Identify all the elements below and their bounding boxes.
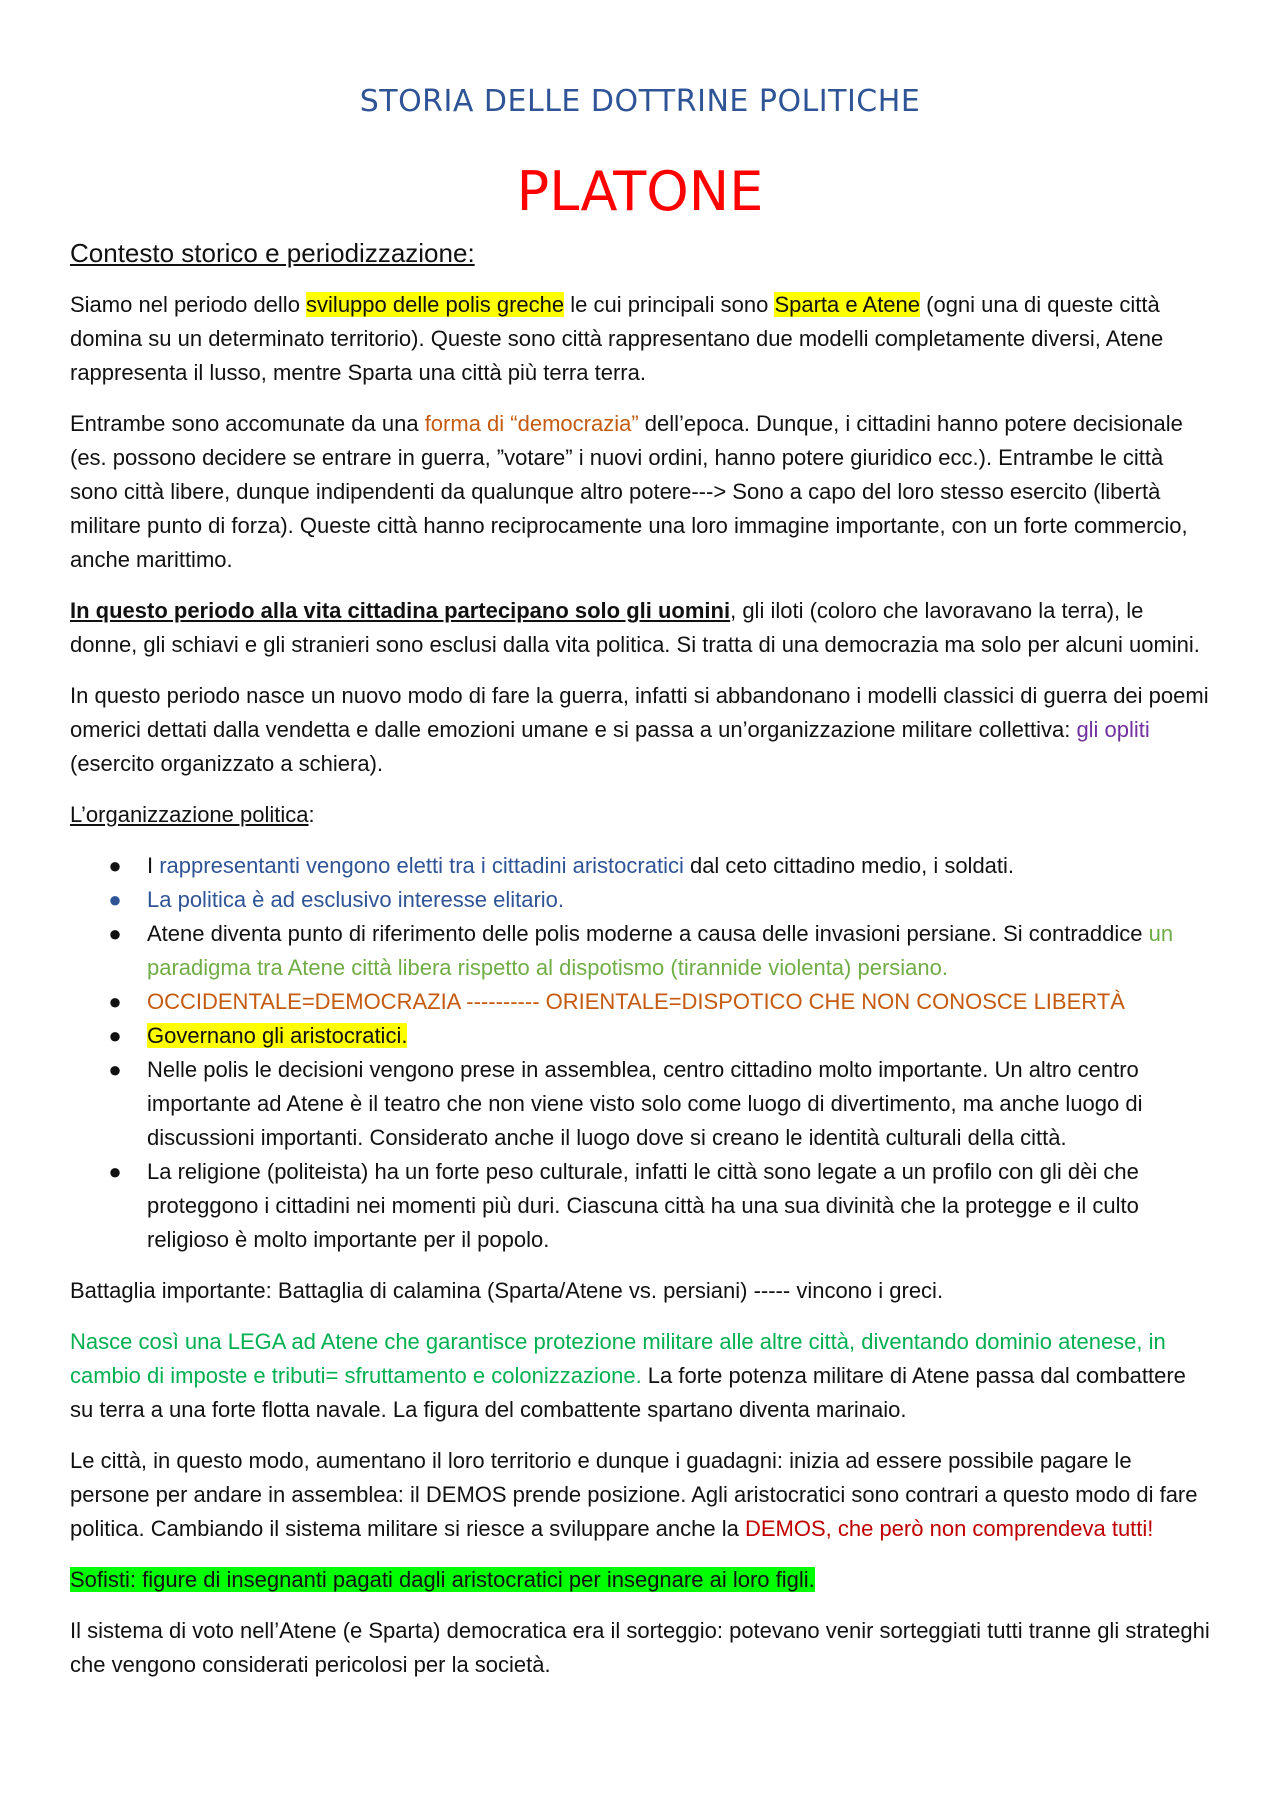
text-run: In questo periodo nasce un nuovo modo di fare la guerra, infatti si abbandonano i modelli classici di guerra dei poemi omerici dettati dalla vendetta e dalle emozioni umane e si passa a un’organizzazione militare collettiva: [70, 683, 1209, 742]
text-run: , gli iloti (coloro che lavoravano la terra), le donne, gli schiavi e gli stranieri sono esclusi dalla vita politica. Si tratta di una democrazia ma solo per alcuni uomini. [70, 598, 1200, 657]
paragraph-battaglia: Battaglia importante: Battaglia di calamina (Sparta/Atene vs. persiani) ----- vincono i greci. [70, 1278, 944, 1303]
underlined-heading: L’organizzazione politica [70, 802, 309, 827]
red-text: DEMOS, che però non comprendeva tutti! [744, 1516, 1154, 1541]
orange-text: OCCIDENTALE=DEMOCRAZIA ---------- ORIENTALE=DISPOTICO CHE NON CONOSCE LIBERTÀ [147, 989, 1125, 1014]
document-body [70, 236, 1215, 1699]
text-run: Nelle polis le decisioni vengono prese in assemblea, centro cittadino molto importante. Un altro centro importante ad Atene è il teatro che non viene visto solo come luogo di divertimento, ma anche luogo di discussioni importanti. Considerato anche il luogo dove si creano le identità culturali della città. [147, 1057, 1143, 1150]
text-run: Siamo nel periodo dello [70, 292, 307, 317]
paragraph-voto: Il sistema di voto nell’Atene (e Sparta) democratica era il sorteggio: potevano venir sorteggiati tutti tranne gli strateghi che vengono considerati pericolosi per la società. [70, 1618, 1210, 1677]
text-run: Atene diventa punto di riferimento delle polis moderne a causa delle invasioni persiane. Si contraddice [147, 921, 1149, 946]
green-text: Nasce così una LEGA ad Atene che garantisce protezione militare alle altre città, diventando dominio atenese, in cambio di imposte e tributi= sfruttamento e colonizzazione. [70, 1329, 1166, 1388]
text-run: (ogni una di queste città domina su un determinato territorio). Queste sono città rappresentano due modelli completamente diversi, Atene rappresenta il lusso, mentre Sparta una città più terra terra. [70, 292, 1164, 385]
text-run: Le città, in questo modo, aumentano il loro territorio e dunque i guadagni: inizia ad essere possibile pagare le persone per andare in assemblea: il DEMOS prende posizione. Agli aristocratici sono contrari a questo modo di fare politica. Cambiando il sistema militare si riesce a sviluppare anche la [70, 1448, 1198, 1541]
list-item [108, 917, 1215, 985]
paragraph-lega [70, 1325, 1215, 1427]
text-run: La forte potenza militare di Atene passa dal combattere su terra a una forte flotta navale. La figura del combattente spartano diventa marinaio. [70, 1363, 1186, 1422]
paragraph-guerra [70, 679, 1215, 781]
text-run: : [308, 802, 315, 827]
highlight-sofisti: Sofisti: figure di insegnanti pagati dagli aristocratici per insegnare ai loro figli. [70, 1567, 815, 1592]
orange-text: forma di “democrazia” [424, 411, 639, 436]
blue-text: rappresentanti vengono eletti tra i cittadini aristocratici [159, 853, 684, 878]
blue-text: La politica è ad esclusivo interesse elitario. [147, 887, 565, 912]
purple-text: gli opliti [1076, 717, 1150, 742]
org-list [70, 849, 1215, 1257]
paragraph-democrazia [70, 407, 1215, 577]
org-heading [70, 798, 1215, 832]
highlight-aristocratici: Governano gli aristocratici. [147, 1023, 408, 1048]
list-item [108, 849, 1215, 883]
list-item [108, 1053, 1215, 1155]
paragraph-sofisti [70, 1563, 1215, 1597]
text-run: dal ceto cittadino medio, i soldati. [683, 853, 1015, 878]
bold-underlined-text: In questo periodo alla vita cittadina partecipano solo gli uomini [70, 598, 731, 623]
paragraph-uomini [70, 594, 1215, 662]
list-item [108, 883, 1215, 917]
green-text: un paradigma tra Atene città libera rispetto al dispotismo (tirannide violenta) persiano. [147, 921, 1174, 980]
text-run: I [147, 853, 160, 878]
document-title: STORIA DELLE DOTTRINE POLITICHE [359, 84, 921, 119]
highlight-polis: sviluppo delle polis greche [306, 292, 565, 317]
list-item [108, 985, 1215, 1019]
paragraph-polis [70, 288, 1215, 390]
bullet-icon: ● [108, 989, 122, 1014]
bullet-icon: ● [108, 853, 122, 878]
list-item [108, 1019, 1215, 1053]
bullet-icon: ● [108, 921, 122, 946]
bullet-icon: ● [108, 1057, 122, 1082]
section-heading: Contesto storico e periodizzazione: [70, 238, 475, 268]
text-run: (esercito organizzato a schiera). [70, 751, 384, 776]
paragraph-demos [70, 1444, 1215, 1546]
list-item [108, 1155, 1215, 1257]
text-run: Entrambe sono accomunate da una [70, 411, 425, 436]
bullet-icon: ● [108, 1159, 122, 1184]
bullet-icon: ● [108, 1023, 122, 1048]
text-run: La religione (politeista) ha un forte peso culturale, infatti le città sono legate a un profilo con gli dèi che proteggono i cittadini nei momenti più duri. Ciascuna città ha una sua divinità che la protegge e il culto religioso è molto importante per il popolo. [147, 1159, 1139, 1252]
document-subtitle: PLATONE [516, 160, 764, 223]
text-run: dell’epoca. Dunque, i cittadini hanno potere decisionale (es. possono decidere se entrare in guerra, ”votare” i nuovi ordini, hanno potere giuridico ecc.). Entrambe le città sono città libere, dunque indipendenti da qualunque altro potere---> Sono a capo del loro stesso esercito (libertà militare punto di forza). Queste città hanno reciprocamente una loro immagine importante, con un forte commercio, anche marittimo. [70, 411, 1188, 572]
bullet-icon: ● [108, 887, 122, 912]
text-run: le cui principali sono [564, 292, 775, 317]
highlight-sparta-atene: Sparta e Atene [774, 292, 921, 317]
